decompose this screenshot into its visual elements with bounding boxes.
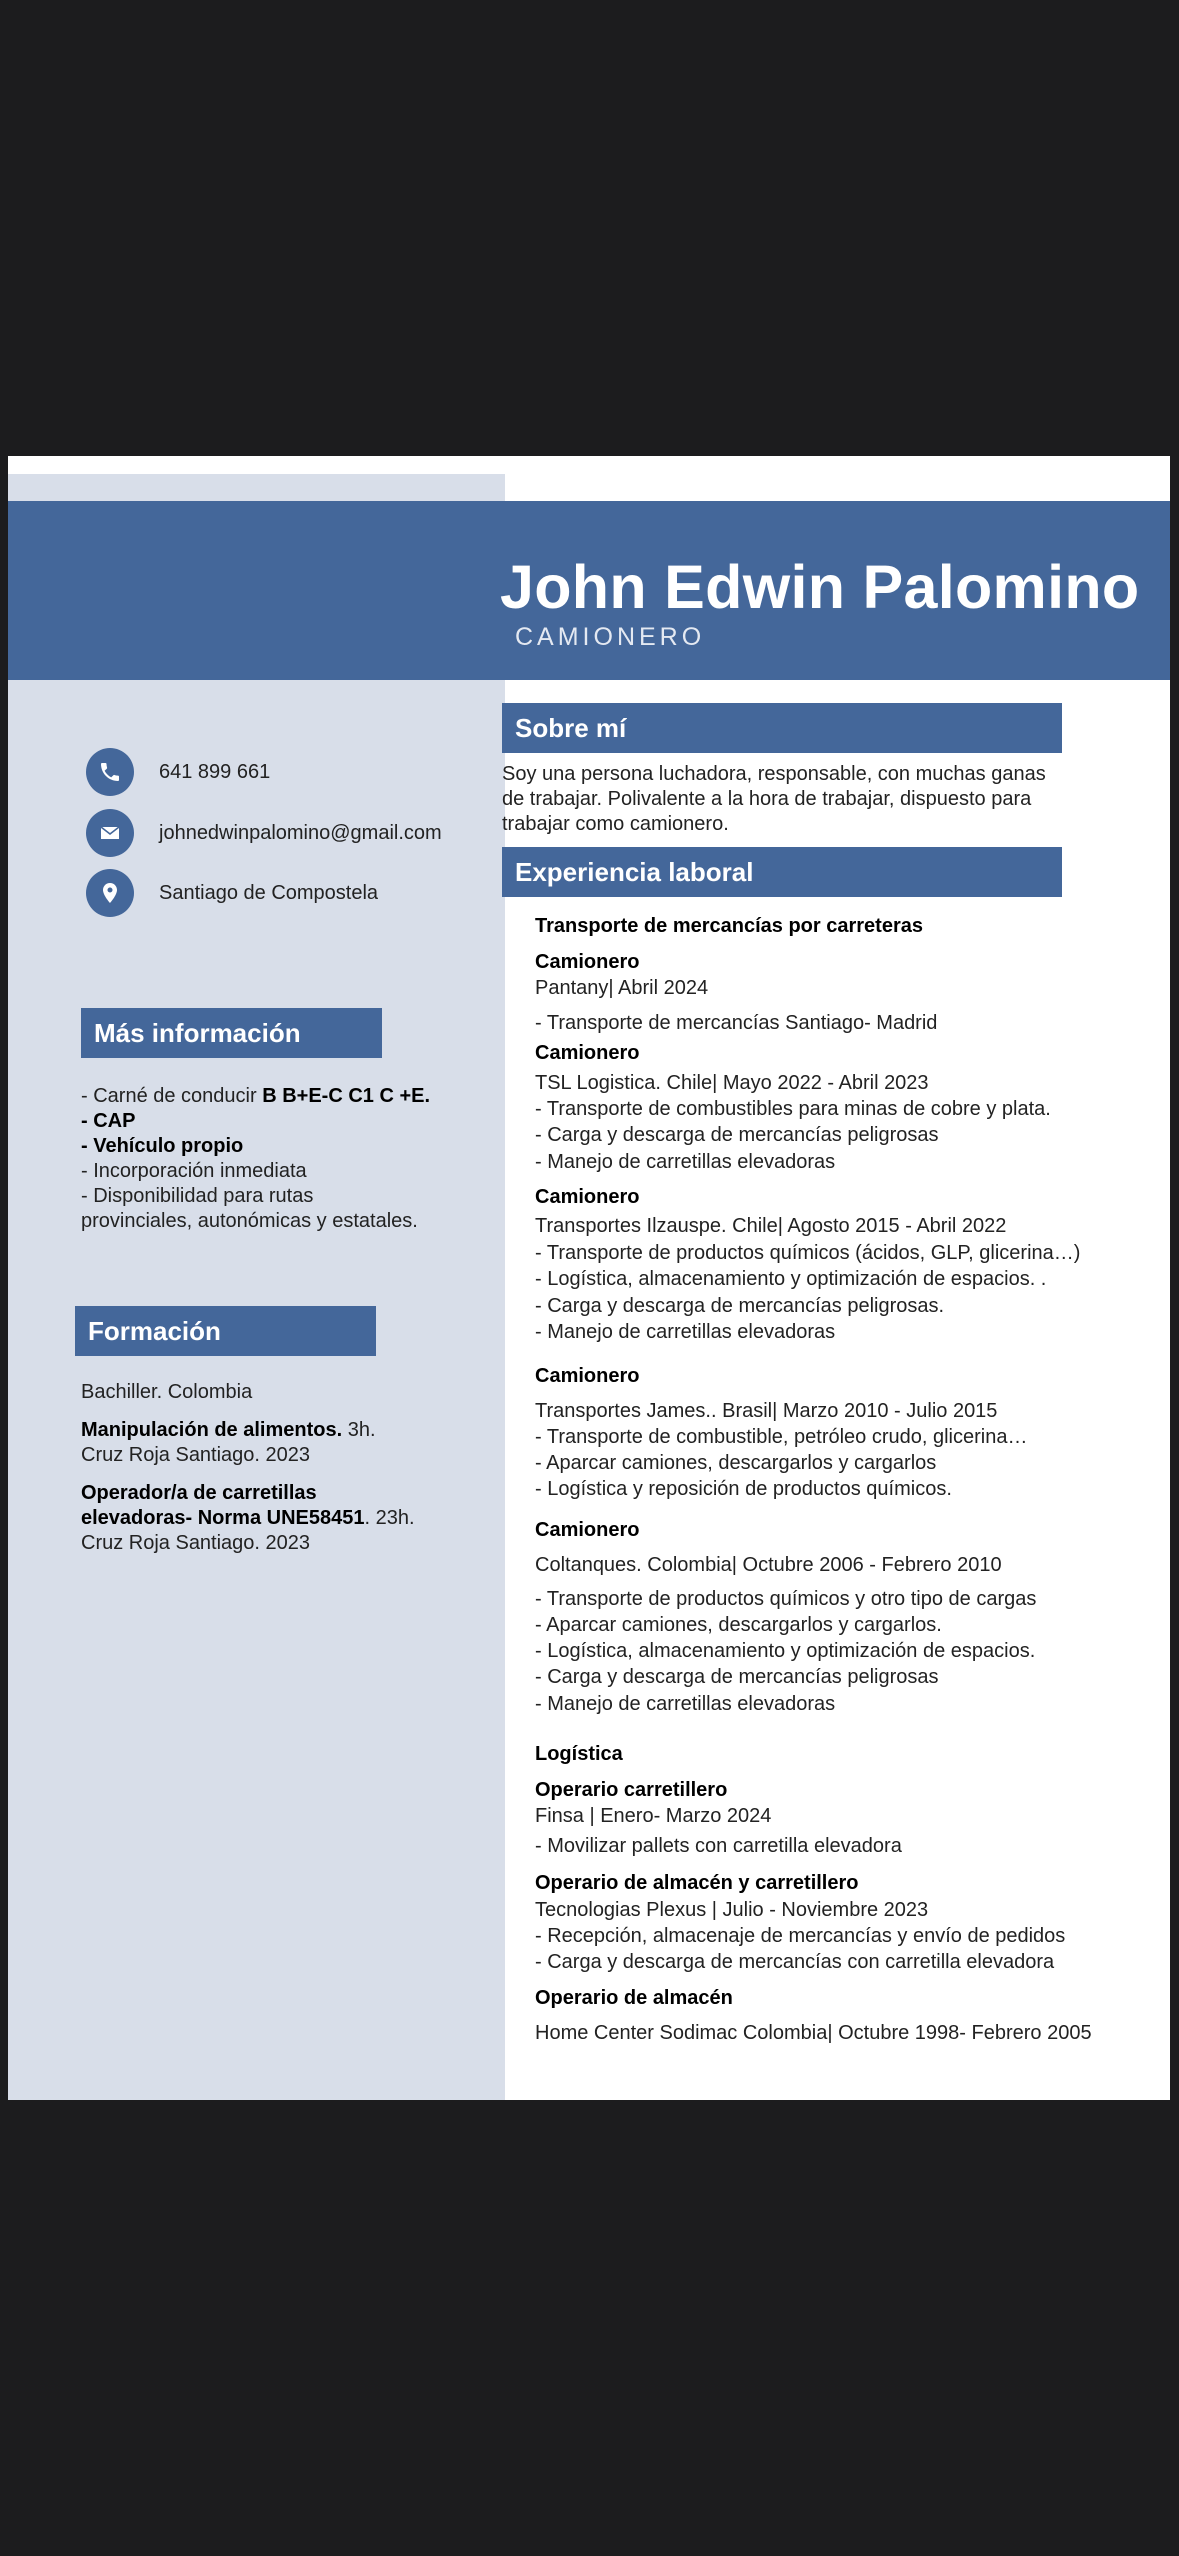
job-duty: - Recepción, almacenaje de mercancías y envío de pedidos	[535, 1925, 1066, 1947]
course-hours: 3h.	[342, 1419, 376, 1441]
job-title: Camionero	[535, 1519, 640, 1541]
job-duty: - Carga y descarga de mercancías con carretilla elevadora	[535, 1951, 1055, 1973]
job-title: Operario de almacén y carretillero	[535, 1872, 859, 1894]
routes-item: - Disponibilidad para rutas	[81, 1185, 314, 1207]
summary-line: Soy una persona luchadora, responsable, con muchas ganas	[502, 763, 1046, 785]
job-duty: - Logística y reposición de productos químicos.	[535, 1478, 952, 1500]
mas-info-header: Más información	[81, 1008, 382, 1058]
job-duty: - Aparcar camiones, descargarlos y cargarlos.	[535, 1614, 942, 1636]
job-title: Camionero	[535, 1365, 640, 1387]
phone-icon	[86, 748, 134, 796]
job-duty: - Aparcar camiones, descargarlos y cargarlos	[535, 1452, 937, 1474]
resume-page	[8, 456, 1170, 2100]
job-company: Home Center Sodimac Colombia| Octubre 1998- Febrero 2005	[535, 2022, 1092, 2044]
job-duty: - Transporte de mercancías Santiago- Madrid	[535, 1012, 938, 1034]
contact-email	[86, 809, 442, 857]
job-duty: - Transporte de combustible, petróleo crudo, glicerina…	[535, 1426, 1028, 1448]
job-company: Transportes Ilzauspe. Chile| Agosto 2015 - Abril 2022	[535, 1215, 1007, 1237]
job-duty: - Carga y descarga de mercancías peligrosas	[535, 1666, 939, 1688]
job-title: Camionero	[535, 1186, 640, 1208]
summary-line: de trabajar. Polivalente a la hora de trabajar, dispuesto para	[502, 788, 1032, 810]
job-duty: - Movilizar pallets con carretilla elevadora	[535, 1835, 902, 1857]
education-item: Bachiller. Colombia	[81, 1381, 253, 1403]
job-duty: - Transporte de combustibles para minas de cobre y plata.	[535, 1098, 1051, 1120]
job-duty: - Manejo de carretillas elevadoras	[535, 1693, 836, 1715]
job-duty: - Carga y descarga de mercancías peligrosas.	[535, 1295, 945, 1317]
course-title: Manipulación de alimentos.	[81, 1419, 343, 1441]
job-company: Transportes James.. Brasil| Marzo 2010 - Julio 2015	[535, 1400, 998, 1422]
job-duty: - Transporte de productos químicos y otro tipo de cargas	[535, 1588, 1037, 1610]
sidebar-background	[8, 474, 505, 2100]
job-duty: - Logística, almacenamiento y optimización de espacios.	[535, 1640, 1036, 1662]
job-duty: - Manejo de carretillas elevadoras	[535, 1321, 836, 1343]
job-duty: - Transporte de productos químicos (ácidos, GLP, glicerina…)	[535, 1242, 1081, 1264]
location-text: Santiago de Compostela	[159, 881, 379, 904]
course-title-cont: elevadoras- Norma UNE58451	[81, 1507, 365, 1529]
sobre-mi-header: Sobre mí	[502, 703, 1062, 753]
job-title: Camionero	[535, 951, 640, 973]
job-title: Operario carretillero	[535, 1779, 728, 1801]
experiencia-header: Experiencia laboral	[502, 847, 1062, 897]
formacion-header: Formación	[75, 1306, 376, 1356]
job-company: TSL Logistica. Chile| Mayo 2022 - Abril 2023	[535, 1072, 929, 1094]
cap-item: - CAP	[81, 1110, 136, 1132]
job-title: Camionero	[535, 1042, 640, 1064]
email-text: johnedwinpalomino@gmail.com	[159, 821, 442, 844]
category-heading: Logística	[535, 1743, 623, 1765]
formacion-list	[81, 1380, 501, 1556]
license-categories: B B+E-C C1 C +E.	[262, 1085, 431, 1107]
course-hours: . 23h.	[364, 1507, 415, 1529]
license-label: - Carné de conducir	[81, 1085, 263, 1107]
mas-info-list	[81, 1084, 501, 1234]
job-duty: - Carga y descarga de mercancías peligrosas	[535, 1124, 939, 1146]
availability-item: - Incorporación inmediata	[81, 1160, 307, 1182]
contact-phone	[86, 748, 270, 796]
candidate-name: John Edwin Palomino	[500, 553, 1140, 621]
job-company: Coltanques. Colombia| Octubre 2006 - Febrero 2010	[535, 1554, 1002, 1576]
course-title: Operador/a de carretillas	[81, 1482, 317, 1504]
job-company: Pantany| Abril 2024	[535, 977, 709, 999]
routes-item-cont: provinciales, autonómicas y estatales.	[81, 1210, 418, 1232]
mail-icon	[86, 809, 134, 857]
job-duty: - Logística, almacenamiento y optimización de espacios. .	[535, 1268, 1047, 1290]
contact-location	[86, 869, 378, 917]
candidate-role: CAMIONERO	[515, 623, 706, 651]
job-title: Operario de almacén	[535, 1987, 733, 2009]
job-company: Tecnologias Plexus | Julio - Noviembre 2023	[535, 1899, 929, 1921]
phone-text: 641 899 661	[159, 760, 271, 783]
job-company: Finsa | Enero- Marzo 2024	[535, 1805, 772, 1827]
course-org: Cruz Roja Santiago. 2023	[81, 1532, 311, 1554]
job-duty: - Manejo de carretillas elevadoras	[535, 1151, 836, 1173]
own-vehicle-item: - Vehículo propio	[81, 1135, 244, 1157]
category-heading: Transporte de mercancías por carreteras	[535, 915, 923, 937]
summary-line: trabajar como camionero.	[502, 813, 729, 835]
location-pin-icon	[86, 869, 134, 917]
course-org: Cruz Roja Santiago. 2023	[81, 1444, 311, 1466]
sobre-mi-text	[502, 762, 1062, 837]
